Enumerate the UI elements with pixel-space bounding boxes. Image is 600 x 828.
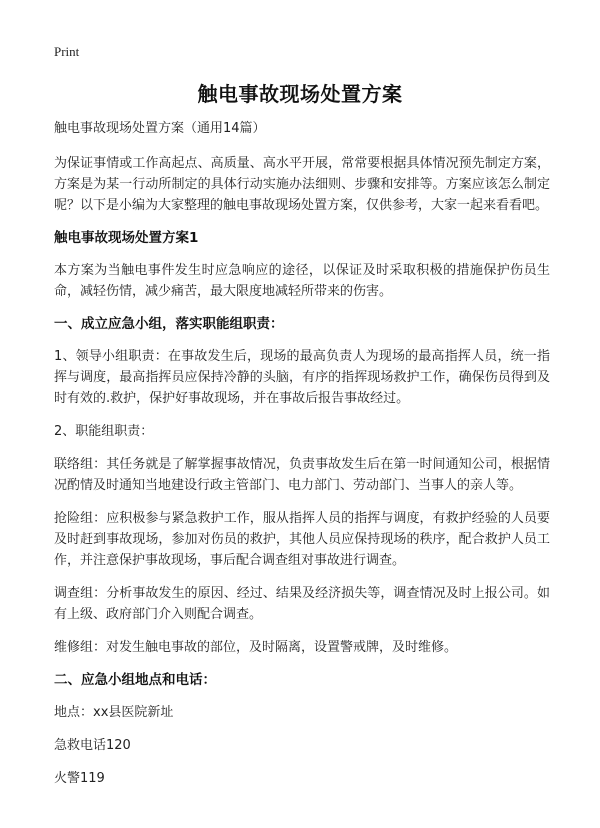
intro-paragraph: 为保证事情或工作高起点、高质量、高水平开展，常常要根据具体情况预先制定方案，方案是为某一行动所制定的具体行动实施办法细则、步骤和安排等。方案应该怎么制定呢？以下是小编为大家整理的触电事故现场处置方案，仅供参考，大家一起来看看吧。 [54,156,550,213]
fire-phone-line: 火警119 [54,771,105,786]
location-line: 地点：xx县医院新址 [54,705,174,720]
maintenance-group-paragraph: 维修组：对发生触电事故的部位，及时隔离，设置警戒牌，及时维修。 [54,640,458,655]
document-title: 触电事故现场处置方案 [197,82,403,106]
section-1-intro: 本方案为当触电事件发生时应急响应的途径，以保证及时采取积极的措施保护伤员生命，减轻伤情，减少痛苦，最大限度地减轻所带来的伤害。 [54,263,550,299]
item-1-leader-duties: 1、领导小组职责：在事故发生后，现场的最高负责人为现场的最高指挥人员，统一指挥与调度，最高指挥员应保持冷静的头脑，有序的指挥现场救护工作，确保伤员得到及时有效的.救护，保护好事故现场，并在事故后报告事故经过。 [54,349,550,406]
item-2-functional-duties: 2、职能组职责： [54,424,154,439]
section-1-title: 触电事故现场处置方案1 [54,230,199,246]
investigation-group-paragraph: 调查组：分析事故发生的原因、经过、结果及经济损失等，调查情况及时上报公司。如有上级、政府部门介入则配合调查。 [54,586,550,622]
heading-2: 二、应急小组地点和电话： [54,672,216,688]
emergency-phone-line: 急救电话120 [54,738,131,753]
heading-1: 一、成立应急小组，落实职能组职责： [54,316,284,332]
document-body [54,118,550,801]
print-label: Print [54,44,80,59]
document-subtitle: 触电事故现场处置方案（通用14篇） [54,121,266,136]
liaison-group-paragraph: 联络组：其任务就是了解掌握事故情况，负责事故发生后在第一时间通知公司，根据情况酌情及时通知当地建设行政主管部门、电力部门、劳动部门、当事人的亲人等。 [54,457,550,493]
rescue-group-paragraph: 抢险组：应积极参与紧急救护工作，服从指挥人员的指挥与调度，有救护经验的人员要及时赶到事故现场，参加对伤员的救护，其他人员应保持现场的秩序，配合救护人员工作，并注意保护事故现场，事后配合调查组对事故进行调查。 [54,511,550,568]
